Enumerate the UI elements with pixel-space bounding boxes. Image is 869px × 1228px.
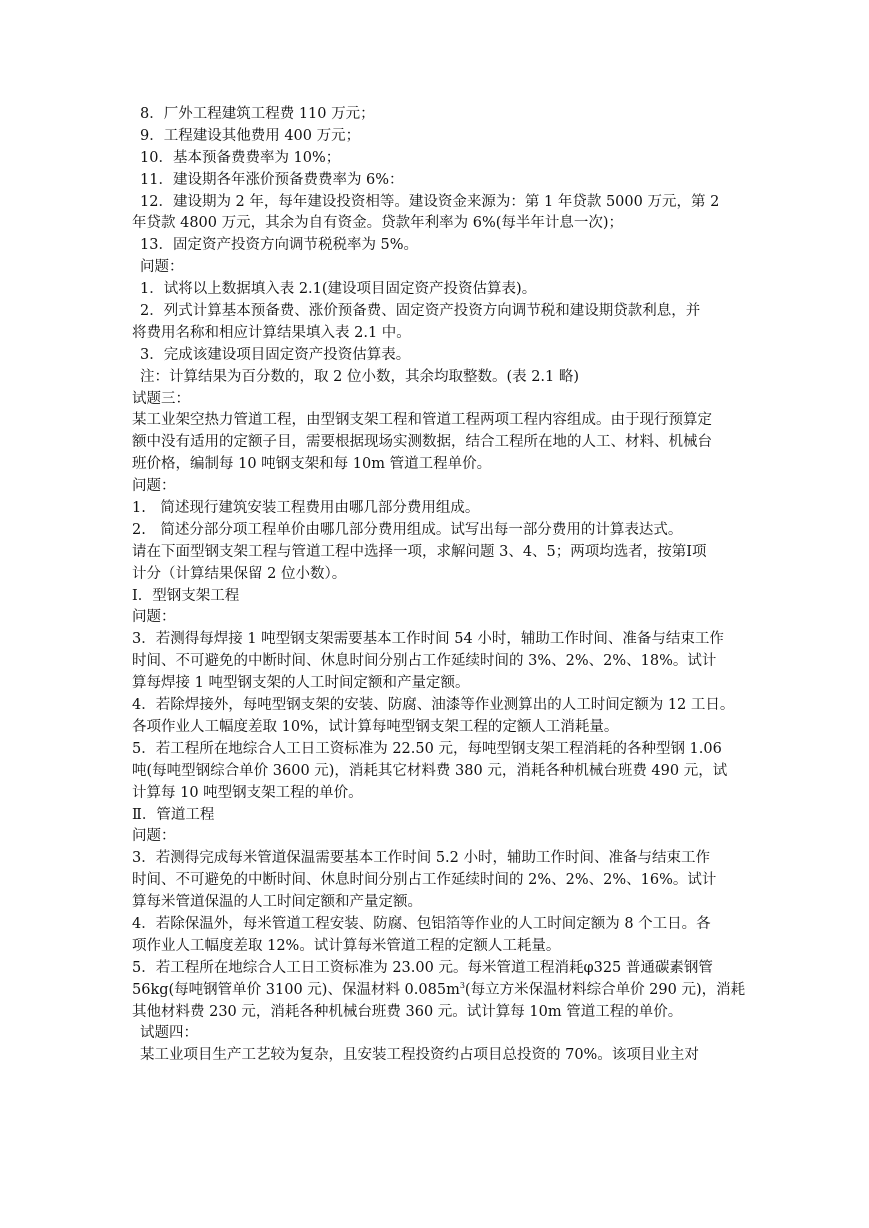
text-line: 额中没有适用的定额子目，需要根据现场实测数据，结合工程所在地的人工、材料、机械台 bbox=[132, 434, 712, 451]
text-line: 某工业项目生产工艺较为复杂，且安装工程投资约占项目总投资的 70%。该项目业主对 bbox=[140, 1047, 699, 1064]
text-fragment: (每立方米保温材料综合单价 290 元)，消耗 bbox=[464, 981, 746, 998]
text-line: 算每米管道保温的人工时间定额和产量定额。 bbox=[132, 894, 422, 911]
text-line: 各项作业人工幅度差取 10%，试计算每吨型钢支架工程的定额人工消耗量。 bbox=[132, 718, 619, 735]
text-line: 时间、不可避免的中断时间、休息时间分别占工作延续时间的 3%、2%、2%、18%。试计 bbox=[132, 653, 717, 670]
text-line: 项作业人工幅度差取 12%。试计算每米管道工程的定额人工耗量。 bbox=[132, 937, 561, 954]
text-line: 2．列式计算基本预备费、涨价预备费、固定资产投资方向调节税和建设期贷款利息，并 bbox=[140, 303, 701, 320]
section-heading: 试题三： bbox=[132, 390, 190, 407]
text-line: 9．工程建设其他费用 400 万元； bbox=[140, 127, 361, 144]
question-heading: 问题： bbox=[140, 259, 184, 276]
text-line bbox=[132, 980, 744, 1002]
text-line: 3．若测得完成每米管道保温需要基本工作时间 5.2 小时，辅助工作时间、准备与结束工作 bbox=[132, 850, 710, 867]
superscript: 3 bbox=[459, 980, 465, 990]
text-line: 算每焊接 1 吨型钢支架的人工时间定额和产量定额。 bbox=[132, 675, 470, 692]
document-body bbox=[132, 104, 744, 1067]
text-line: 某工业架空热力管道工程，由型钢支架工程和管道工程两项工程内容组成。由于现行预算定 bbox=[132, 412, 712, 429]
text-line: 3．若测得每焊接 1 吨型钢支架需要基本工作时间 54 小时，辅助工作时间、准备与结束工作 bbox=[132, 631, 724, 648]
text-line: 12．建设期为 2 年，每年建设投资相等。建设资金来源为：第 1 年贷款 5000 万元，第 2 bbox=[140, 193, 720, 210]
text-line: 1. 简述现行建筑安装工程费用由哪几部分费用组成。 bbox=[132, 500, 480, 517]
subsection-heading: Ⅱ．管道工程 bbox=[132, 806, 215, 823]
text-line: 年贷款 4800 万元，其余为自有资金。贷款年利率为 6%(每半年计息一次)； bbox=[132, 215, 624, 232]
text-line: 1．试将以上数据填入表 2.1(建设项目固定资产投资估算表)。 bbox=[140, 281, 537, 298]
text-line: 11．建设期各年涨价预备费费率为 6%： bbox=[140, 171, 404, 188]
text-line: 13．固定资产投资方向调节税税率为 5%。 bbox=[140, 237, 419, 254]
question-heading: 问题： bbox=[132, 478, 176, 495]
text-line: 请在下面型钢支架工程与管道工程中选择一项，求解问题 3、4、5；两项均选者，按第Ⅰ项 bbox=[132, 543, 707, 560]
note-line: 注：计算结果为百分数的，取 2 位小数，其余均取整数。(表 2.1 略) bbox=[140, 368, 580, 385]
text-line: 8．厂外工程建筑工程费 110 万元； bbox=[140, 106, 375, 122]
subsection-heading: Ⅰ．型钢支架工程 bbox=[132, 587, 240, 604]
text-line: 5．若工程所在地综合人工日工资标准为 23.00 元。每米管道工程消耗φ325 普通碳素钢管 bbox=[132, 959, 713, 976]
text-line: 将费用名称和相应计算结果填入表 2.1 中。 bbox=[132, 324, 411, 341]
text-line: 5．若工程所在地综合人工日工资标准为 22.50 元，每吨型钢支架工程消耗的各种型钢 1.06 bbox=[132, 740, 722, 757]
text-line: 4．若除保温外，每米管道工程安装、防腐、包铝箔等作业的人工时间定额为 8 个工日。各 bbox=[132, 915, 711, 932]
text-line: 吨(每吨型钢综合单价 3600 元)，消耗其它材料费 380 元，消耗各种机械台班费 490 元，试 bbox=[132, 762, 728, 779]
text-fragment: 56kg(每吨钢管单价 3100 元)、保温材料 0.085m bbox=[132, 981, 460, 998]
text-line: 10．基本预备费费率为 10%； bbox=[140, 149, 341, 166]
text-line: 时间、不可避免的中断时间、休息时间分别占工作延续时间的 2%、2%、2%、16%。试计 bbox=[132, 872, 717, 889]
text-line: 4．若除焊接外，每吨型钢支架的安装、防腐、油漆等作业测算出的人工时间定额为 12 工日。 bbox=[132, 697, 735, 714]
section-heading: 试题四： bbox=[140, 1025, 198, 1042]
text-line: 班价格，编制每 10 吨钢支架和每 10m 管道工程单价。 bbox=[132, 456, 492, 473]
text-line: 计算每 10 吨型钢支架工程的单价。 bbox=[132, 784, 363, 801]
question-heading: 问题： bbox=[132, 609, 176, 626]
text-line: 3．完成该建设项目固定资产投资估算表。 bbox=[140, 346, 411, 363]
text-line: 2. 简述分部分项工程单价由哪几部分费用组成。试写出每一部分费用的计算表达式。 bbox=[132, 521, 683, 538]
question-heading: 问题： bbox=[132, 828, 176, 845]
text-line: 其他材料费 230 元，消耗各种机械台班费 360 元。试计算每 10m 管道工程的单价。 bbox=[132, 1003, 683, 1020]
text-line: 计分（计算结果保留 2 位小数）。 bbox=[132, 565, 347, 582]
